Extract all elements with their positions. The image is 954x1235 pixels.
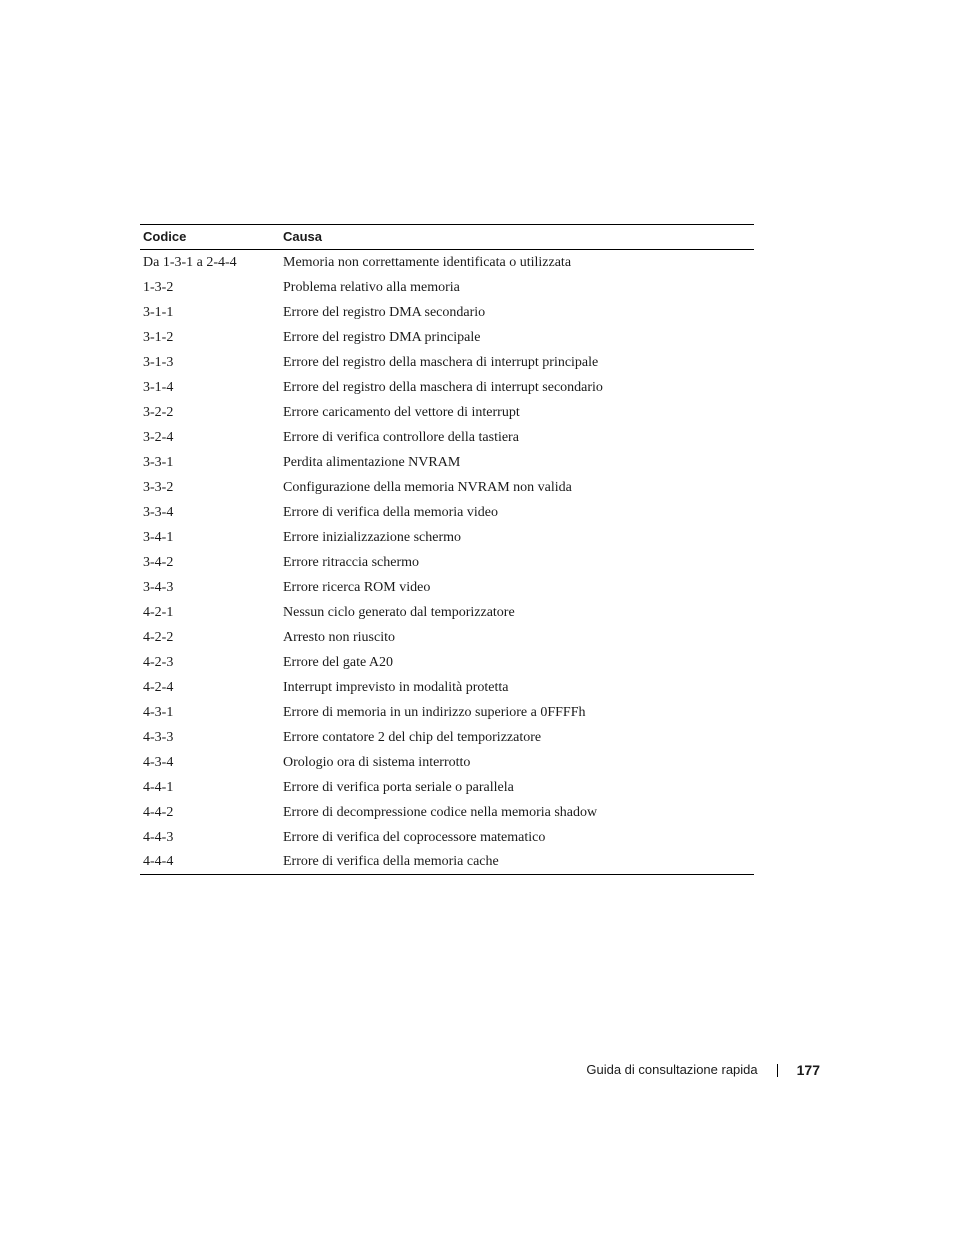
table-body [140,250,754,875]
cell-causa: Errore del registro della maschera di interrupt principale [283,354,599,370]
cell-causa: Arresto non riuscito [283,629,395,645]
cell-causa: Errore ricerca ROM video [283,579,431,595]
cell-codice: 3-2-2 [143,404,174,420]
cell-codice: 4-4-2 [143,804,174,820]
cell-codice: 3-1-3 [143,354,174,370]
table-row [140,300,754,325]
page-footer [586,1062,820,1078]
cell-causa: Errore del registro DMA principale [283,329,481,345]
table-row [140,250,754,276]
cell-causa: Errore di verifica porta seriale o parallela [283,779,514,795]
cell-causa: Errore inizializzazione schermo [283,529,462,545]
cell-codice: 3-3-1 [143,454,174,470]
column-header-causa: Causa [283,229,323,244]
cell-codice: 4-2-4 [143,679,174,695]
footer-title: Guida di consultazione rapida [586,1062,758,1077]
table-row [140,725,754,750]
cell-codice: 4-3-1 [143,704,174,720]
cell-causa: Errore contatore 2 del chip del temporizzatore [283,729,542,745]
cell-codice: 3-1-2 [143,329,174,345]
table-row [140,625,754,650]
table-row [140,550,754,575]
cell-causa: Interrupt imprevisto in modalità protetta [283,679,509,695]
cell-codice: 3-4-1 [143,529,174,545]
cell-codice: 1-3-2 [143,279,174,295]
table-row [140,775,754,800]
page-number: 177 [796,1062,820,1078]
table-row [140,475,754,500]
cell-causa: Perdita alimentazione NVRAM [283,454,461,470]
table-row [140,650,754,675]
table-row [140,825,754,850]
table-row [140,525,754,550]
table-row [140,500,754,525]
table-row [140,275,754,300]
cell-causa: Memoria non correttamente identificata o utilizzata [283,254,572,270]
cell-causa: Errore di decompressione codice nella memoria shadow [283,804,598,820]
cell-codice: 3-4-3 [143,579,174,595]
beep-code-table-container [140,224,754,875]
cell-causa: Errore del registro DMA secondario [283,304,486,320]
table-row [140,675,754,700]
cell-causa: Errore di verifica della memoria video [283,504,498,520]
cell-codice: 4-3-3 [143,729,174,745]
table-row [140,325,754,350]
beep-code-table [140,224,754,875]
cell-codice: 4-4-3 [143,829,174,845]
cell-codice: 3-1-1 [143,304,174,320]
cell-codice: 4-2-1 [143,604,174,620]
cell-causa: Errore ritraccia schermo [283,554,420,570]
table-row [140,350,754,375]
cell-codice: 3-3-2 [143,479,174,495]
table-row [140,575,754,600]
cell-codice: 3-2-4 [143,429,174,445]
cell-codice: 4-2-3 [143,654,174,670]
table-row [140,375,754,400]
cell-causa: Errore del gate A20 [283,654,394,670]
cell-causa: Errore caricamento del vettore di interrupt [283,404,520,420]
table-row [140,425,754,450]
cell-causa: Orologio ora di sistema interrotto [283,754,471,770]
cell-codice: Da 1-3-1 a 2-4-4 [143,254,237,270]
footer-separator [777,1064,778,1077]
cell-codice: 4-3-4 [143,754,174,770]
table-row [140,450,754,475]
cell-codice: 4-2-2 [143,629,174,645]
cell-codice: 3-1-4 [143,379,174,395]
column-header-codice: Codice [143,229,187,244]
cell-causa: Errore di memoria in un indirizzo superiore a 0FFFFh [283,704,586,720]
cell-codice: 3-3-4 [143,504,174,520]
cell-codice: 4-4-1 [143,779,174,795]
cell-causa: Problema relativo alla memoria [283,279,460,295]
table-row [140,800,754,825]
table-row [140,850,754,875]
cell-codice: 4-4-4 [140,850,280,875]
table-header-row [140,225,754,250]
table-row [140,400,754,425]
table-row [140,750,754,775]
table-row [140,600,754,625]
cell-causa: Configurazione della memoria NVRAM non valida [283,479,572,495]
cell-causa: Errore di verifica della memoria cache [280,850,754,875]
cell-causa: Errore del registro della maschera di interrupt secondario [283,379,603,395]
cell-causa: Errore di verifica del coprocessore matematico [283,829,546,845]
table-row [140,700,754,725]
cell-causa: Errore di verifica controllore della tastiera [283,429,519,445]
cell-codice: 3-4-2 [143,554,174,570]
cell-causa: Nessun ciclo generato dal temporizzatore [283,604,515,620]
